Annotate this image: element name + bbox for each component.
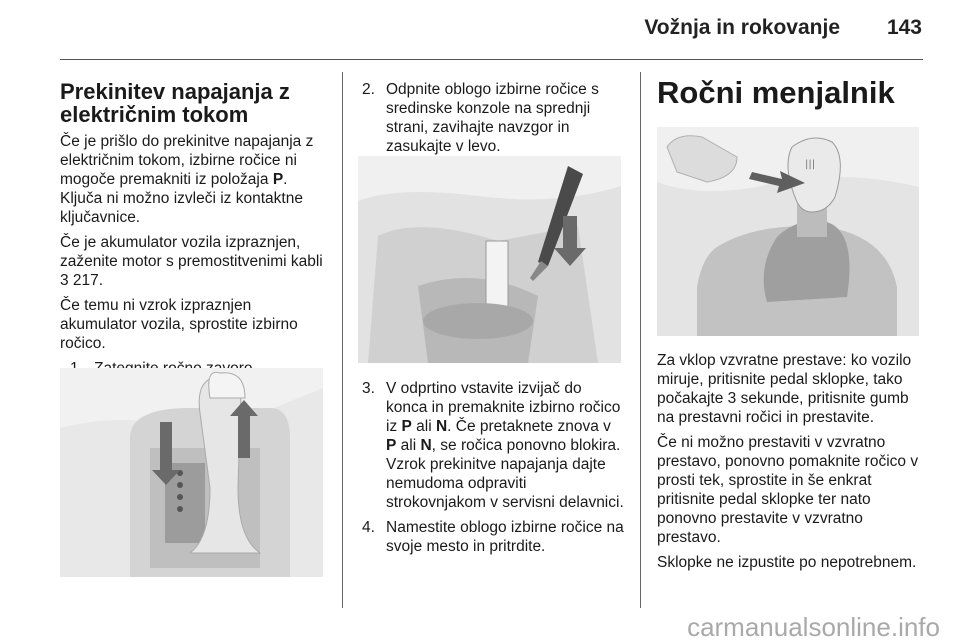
column-left: [60, 80, 330, 384]
text: Če je akumulator vozila izpraznjen, zaženite motor s premostitvenimi kabli: [60, 234, 323, 270]
step-text: Namestite oblogo izbirne ročice na svoje mesto in pritrdite.: [386, 519, 624, 555]
paragraph-reverse-gear: Za vklop vzvratne prestave: ko vozilo miruje, pritisnite pedal sklopke, tako počakajte 3 sekunde, pritisnite gumb na prestavni ročici in prestavite.: [657, 352, 912, 426]
illustration-screwdriver-cover: [358, 156, 621, 363]
text: Če je prišlo do prekinitve napajanja z električnim tokom, izbirne ročice ni mogoče premakniti iz položaja: [60, 133, 314, 188]
page-number: 143: [886, 16, 922, 39]
svg-text:|||: |||: [805, 159, 816, 170]
paragraph-reverse-retry: Če ni možno prestaviti v vzvratno prestavo, ponovno pomaknite ročico v prosti tek, sprostite in še enkrat pritisnite pedal sklopke ter nato ponovno prestavite v vzvratno prestavo.: [657, 434, 919, 546]
column-right-heading: [657, 76, 922, 124]
text: . Ključa ni možno izvleči iz kontaktne ključavnice.: [60, 171, 303, 226]
step-number: 4.: [362, 519, 375, 536]
paragraph-clutch-advice: Sklopke ne izpustite po nepotrebnem.: [657, 554, 917, 571]
step-text: Odpnite oblogo izbirne ročice s sredinske konzole na sprednji strani, zavihajte navzgor in zasukajte v levo.: [386, 81, 599, 155]
column-right: [657, 351, 922, 578]
column-divider-right: [640, 72, 641, 608]
text: . Če pretaknete znova v: [447, 418, 611, 435]
paragraph-release: Če temu ni vzrok izpraznjen akumulator vozila, sprostite izbirno ročico.: [60, 297, 298, 352]
gear-letter: N: [420, 437, 432, 454]
watermark: carmanualsonline.info: [687, 612, 940, 642]
gear-letter: N: [435, 418, 448, 435]
gear-letter: P: [386, 437, 397, 454]
step-2: [362, 80, 624, 156]
text: 217.: [68, 272, 104, 289]
column-middle-steps: [362, 379, 624, 562]
text: , se ročica ponovno blokira. Vzrok prekinitve napajanja dajte nemudoma odpraviti strokovnjakom v servisni delavnici.: [386, 437, 624, 511]
header-rule: [60, 59, 923, 60]
text: ali: [411, 418, 436, 435]
step-text: [386, 380, 624, 511]
illustration-handbrake-selector: [60, 368, 323, 577]
text: ali: [396, 437, 421, 454]
paragraph-battery: [60, 233, 330, 290]
step-number: 3.: [362, 380, 375, 397]
page-ref-icon: 3: [60, 272, 69, 289]
gear-letter: P: [401, 418, 412, 435]
section-heading-power-failure: Prekinitev napajanja z električnim tokom: [60, 79, 290, 127]
step-4: [362, 518, 624, 556]
text: V odprtino vstavite izvijač do konca in premaknite izbirno ročico iz: [386, 380, 621, 435]
section-heading-manual-transmission: Ročni menjalnik: [657, 75, 895, 110]
gear-letter: P: [272, 171, 284, 188]
step-3: [362, 379, 624, 512]
running-header-title: Vožnja in rokovanje: [644, 16, 840, 39]
paragraph-power-failure: [60, 132, 330, 227]
step-number: 2.: [362, 81, 375, 98]
column-divider-left: [342, 72, 343, 608]
column-middle: [362, 80, 624, 162]
illustration-manual-gear-lever: [657, 127, 919, 336]
